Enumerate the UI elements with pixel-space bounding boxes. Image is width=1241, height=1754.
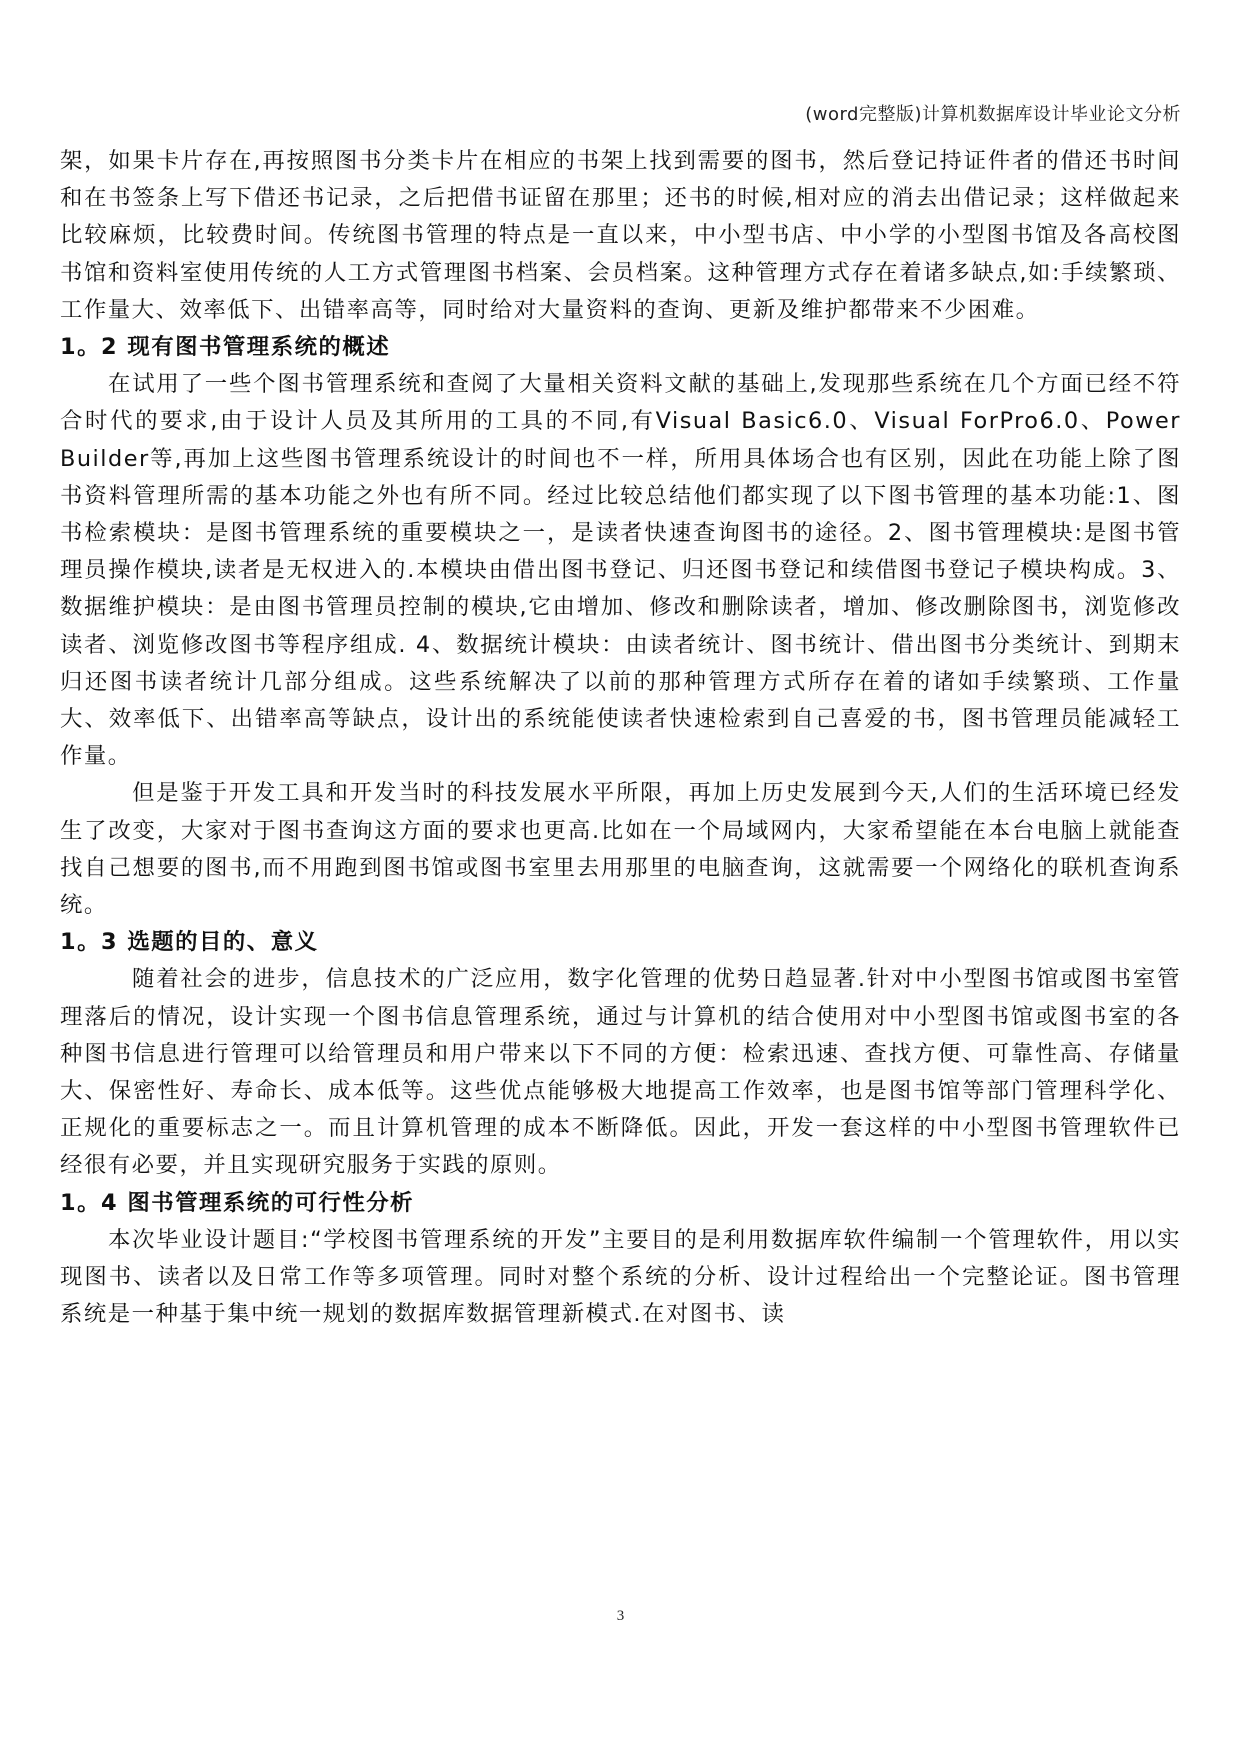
- page-number: 3: [616, 1608, 625, 1624]
- paragraph-continuation: 架，如果卡片存在,再按照图书分类卡片在相应的书架上找到需要的图书，然后登记持证件者的借还书时间和在书签条上写下借还书记录，之后把借书证留在那里；还书的时候,相对应的消去出借记录；这样做起来比较麻烦，比较费时间。传统图书管理的特点是一直以来，中小型书店、中小学的小型图书馆及各高校图书馆和资料室使用传统的人工方式管理图书档案、会员档案。这种管理方式存在着诸多缺点,如:手续繁琐、工作量大、效率低下、出错率高等，同时给对大量资料的查询、更新及维护都带来不少困难。: [60, 148, 1181, 323]
- section-heading-1-2: 1。2 现有图书管理系统的概述: [60, 334, 391, 361]
- paragraph-feasibility: 本次毕业设计题目:“学校图书管理系统的开发”主要目的是利用数据库软件编制一个管理软件，用以实现图书、读者以及日常工作等多项管理。同时对整个系统的分析、设计过程给出一个完整论证。图书管理系统是一种基于集中统一规划的数据库数据管理新模式.在对图书、读: [60, 1226, 1181, 1328]
- section-heading-1-3: 1。3 选题的目的、意义: [60, 929, 319, 956]
- section-heading-1-4: 1。4 图书管理系统的可行性分析: [60, 1189, 415, 1216]
- paragraph-purpose: 随着社会的进步，信息技术的广泛应用，数字化管理的优势日趋显著.针对中小型图书馆或图书室管理落后的情况，设计实现一个图书信息管理系统，通过与计算机的结合使用对中小型图书馆或图书室的各种图书信息进行管理可以给管理员和用户带来以下不同的方便：检索迅速、查找方便、可靠性高、存储量大、保密性好、寿命长、成本低等。这些优点能够极大地提高工作效率，也是图书馆等部门管理科学化、正规化的重要标志之一。而且计算机管理的成本不断降低。因此，开发一套这样的中小型图书管理软件已经很有必要，并且实现研究服务于实践的原则。: [60, 966, 1181, 1179]
- document-body: [60, 143, 1181, 1334]
- running-header: (word完整版)计算机数据库设计毕业论文分析: [805, 104, 1181, 125]
- paragraph-existing-systems: 在试用了一些个图书管理系统和查阅了大量相关资料文献的基础上,发现那些系统在几个方面已经不符合时代的要求,由于设计人员及其所用的工具的不同,有Visual Basic6.0、Visual ForPro6.0、Power Builder等,再加上这些图书管理系统设计的时间也不一样，所用具体场合也有区别，因此在功能上除了图书资料管理所需的基本功能之外也有所不同。经过比较总结他们都实现了以下图书管理的基本功能:1、图书检索模块：是图书管理系统的重要模块之一，是读者快速查询图书的途径。2、图书管理模块:是图书管理员操作模块,读者是无权进入的.本模块由借出图书登记、归还图书登记和续借图书登记子模块构成。3、数据维护模块：是由图书管理员控制的模块,它由增加、修改和删除读者，增加、修改删除图书，浏览修改读者、浏览修改图书等程序组成. 4、数据统计模块：由读者统计、图书统计、借出图书分类统计、到期末归还图书读者统计几部分组成。这些系统解决了以前的那种管理方式所存在着的诸如手续繁琐、工作量大、效率低下、出错率高等缺点，设计出的系统能使读者快速检索到自己喜爱的书，图书管理员能减轻工作量。: [60, 371, 1181, 770]
- paragraph-limitations: 但是鉴于开发工具和开发当时的科技发展水平所限，再加上历史发展到今天,人们的生活环境已经发生了改变，大家对于图书查询这方面的要求也更高.比如在一个局域网内，大家希望能在本台电脑上就能查找自己想要的图书,而不用跑到图书馆或图书室里去用那里的电脑查询，这就需要一个网络化的联机查询系统。: [60, 780, 1181, 919]
